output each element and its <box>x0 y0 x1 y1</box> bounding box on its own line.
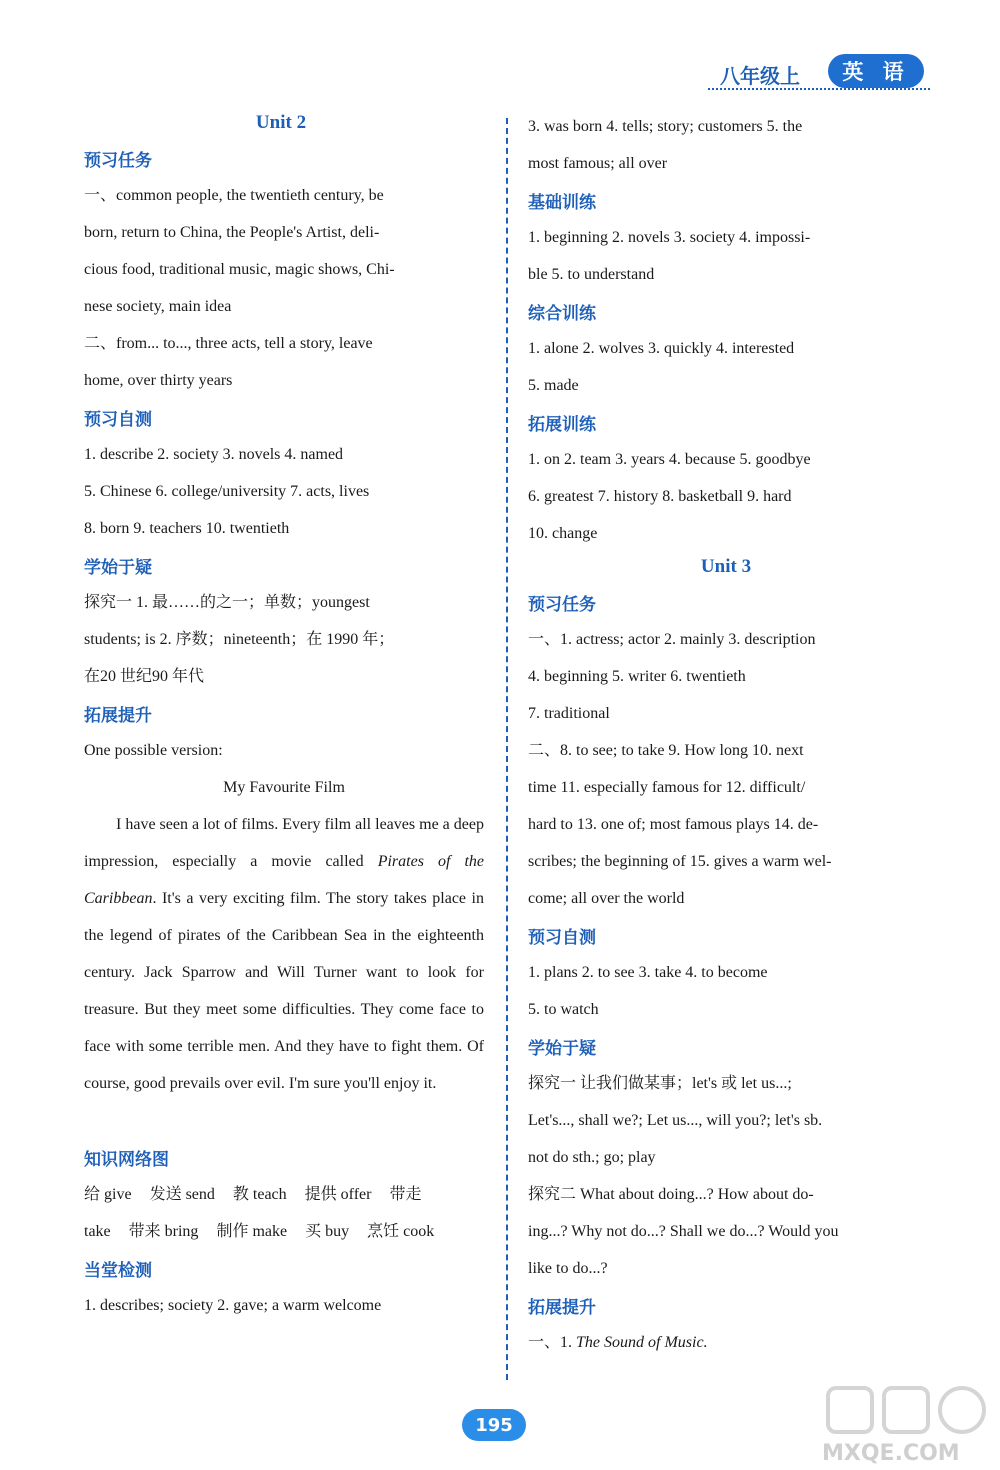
vocab-item: 提供 offer <box>304 1186 372 1203</box>
section-title: 当堂检测 <box>84 1261 152 1281</box>
vocab-item: 买 buy <box>305 1223 350 1240</box>
essay-title: My Favourite Film <box>223 779 345 796</box>
answer-line: 探究二 What about doing...? How about do- <box>528 1186 814 1203</box>
page-header <box>708 54 930 94</box>
section-title: 学始于疑 <box>528 1039 596 1059</box>
answer-line: 7. traditional <box>528 705 610 722</box>
section-title: 预习任务 <box>84 151 152 171</box>
section-title: 预习自测 <box>84 410 152 430</box>
vocab-item: 带来 bring <box>128 1223 199 1240</box>
watermark-text: MXQE.COM <box>822 1441 960 1466</box>
answer-line: 10. change <box>528 525 598 542</box>
grade-label: 八年级上 <box>720 64 800 88</box>
answer-line: not do sth.; go; play <box>528 1149 656 1166</box>
answer-line: home, over thirty years <box>84 372 233 389</box>
section-title: 综合训练 <box>528 304 596 324</box>
answer-line: 二、8. to see; to take 9. How long 10. next <box>528 742 804 759</box>
answer-line: 5. Chinese 6. college/university 7. acts, lives <box>84 483 370 500</box>
section-title: 预习任务 <box>528 595 596 615</box>
answer-line: nese society, main idea <box>84 298 232 315</box>
vocab-item: 教 teach <box>232 1186 287 1203</box>
film-title: Pirates of the Caribbean <box>84 853 484 907</box>
section-title: 预习自测 <box>528 928 596 948</box>
page-number: 195 <box>462 1409 526 1441</box>
vocab-item: 发送 send <box>149 1186 215 1203</box>
answer-line: 5. made <box>528 377 579 394</box>
answer-line: 一、1. actress; actor 2. mainly 3. description <box>528 631 816 648</box>
film-title: The Sound of Music. <box>576 1334 708 1351</box>
column-divider <box>506 118 508 1380</box>
vocab-item: 烹饪 cook <box>367 1223 435 1240</box>
section-title: 拓展提升 <box>84 706 152 726</box>
vocab-item: 带走 <box>389 1186 422 1203</box>
section-title: 学始于疑 <box>84 558 152 578</box>
answer-line: 1. describe 2. society 3. novels 4. named <box>84 446 344 463</box>
answer-line: 3. was born 4. tells; story; customers 5. the <box>528 118 803 135</box>
section-title: 拓展提升 <box>528 1298 596 1318</box>
subject-badge: 英 语 <box>828 54 924 88</box>
answer-line: born, return to China, the People's Artist, deli- <box>84 224 380 241</box>
answer-line: 4. beginning 5. writer 6. twentieth <box>528 668 746 685</box>
unit-3-title: Unit 3 <box>700 556 752 577</box>
essay-intro: One possible version: <box>84 742 223 759</box>
vocab-item: 给 give <box>84 1186 132 1203</box>
answer-line <box>528 1324 930 1361</box>
right-column <box>522 108 930 1361</box>
answer-line: most famous; all over <box>528 155 668 172</box>
unit-2-title: Unit 2 <box>255 112 307 133</box>
answer-line: 6. greatest 7. history 8. basketball 9. hard <box>528 488 792 505</box>
watermark-logo <box>822 1380 994 1468</box>
section-title: 知识网络图 <box>84 1150 169 1170</box>
answer-line: students; is 2. 序数；nineteenth；在 1990 年； <box>84 631 395 648</box>
vocab-row <box>84 1176 484 1213</box>
answer-line: 探究一 1. 最……的之一；单数；youngest <box>84 594 370 611</box>
answer-line: 1. describes; society 2. gave; a warm welcome <box>84 1297 382 1314</box>
answer-line: cious food, traditional music, magic shows, Chi- <box>84 261 395 278</box>
vocab-item: take <box>84 1223 111 1240</box>
answer-line: time 11. especially famous for 12. difficult/ <box>528 779 806 796</box>
answer-line: 8. born 9. teachers 10. twentieth <box>84 520 290 537</box>
answer-line: 1. alone 2. wolves 3. quickly 4. interested <box>528 340 795 357</box>
answer-line: 1. on 2. team 3. years 4. because 5. goodbye <box>528 451 811 468</box>
answer-line: ble 5. to understand <box>528 266 655 283</box>
answer-line: like to do...? <box>528 1260 608 1277</box>
section-title: 基础训练 <box>528 193 596 213</box>
section-title: 拓展训练 <box>528 415 596 435</box>
vocab-item: 制作 make <box>216 1223 288 1240</box>
answer-line: 5. to watch <box>528 1001 599 1018</box>
essay-text: . It's a very exciting film. The story takes place in the legend of pirates of the Caribbean Sea in the eighteenth century. Jack Sparrow and Will Turner want to look for treasure. But they meet some difficulties. They come face to face with some terrible men. And they have to fight them. Of course, good prevails over evil. I'm sure you'll enjoy it. <box>84 890 484 1092</box>
header-rule <box>708 88 930 90</box>
essay-text: I have seen a lot of films. Every film all leaves me a deep impression, especially a movie called <box>84 816 484 870</box>
essay-body <box>84 806 484 1139</box>
answer-line: hard to 13. one of; most famous plays 14. de- <box>528 816 819 833</box>
answer-line: 二、from... to..., three acts, tell a story, leave <box>84 335 373 352</box>
answer-line: 一、common people, the twentieth century, be <box>84 187 384 204</box>
vocab-row <box>84 1213 484 1250</box>
answer-line: 1. plans 2. to see 3. take 4. to become <box>528 964 768 981</box>
answer-line: Let's..., shall we?; Let us..., will you?; let's sb. <box>528 1112 823 1129</box>
answer-line: 在20 世纪90 年代 <box>84 668 205 685</box>
answer-line: come; all over the world <box>528 890 685 907</box>
answer-line: 1. beginning 2. novels 3. society 4. impossi- <box>528 229 811 246</box>
answer-prefix: 一、1. <box>528 1334 577 1351</box>
answer-line: ing...? Why not do...? Shall we do...? Would you <box>528 1223 839 1240</box>
answer-line: scribes; the beginning of 15. gives a warm wel- <box>528 853 832 870</box>
left-column <box>78 108 484 1324</box>
watermark-graphic <box>822 1380 994 1440</box>
answer-line: 探究一 让我们做某事；let's 或 let us...; <box>528 1075 792 1092</box>
